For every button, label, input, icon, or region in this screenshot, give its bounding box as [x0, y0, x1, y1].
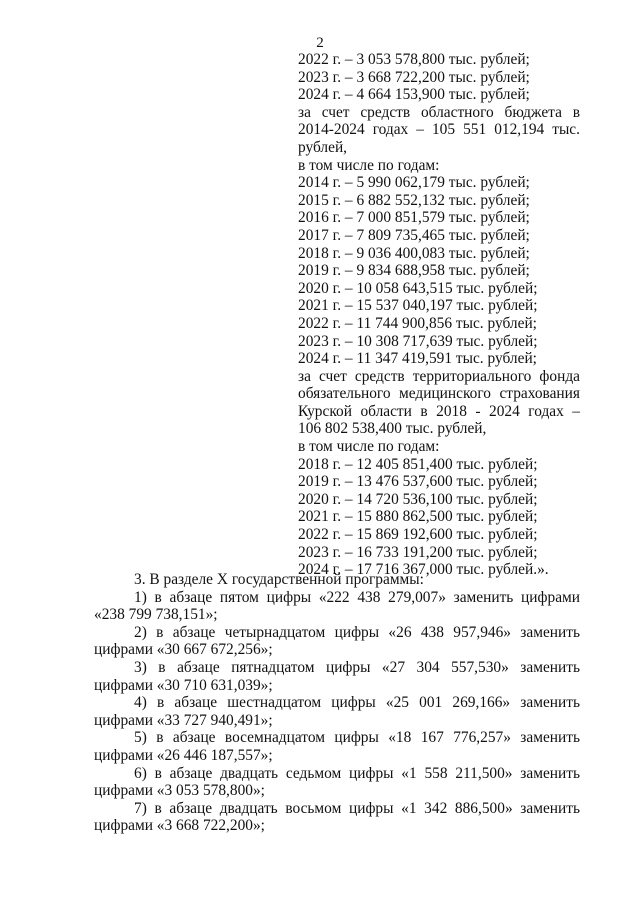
funding-line: 2022 г. – 15 869 192,600 тыс. рублей; — [298, 526, 538, 544]
funding-line: 2016 г. – 7 000 851,579 тыс. рублей; — [298, 209, 530, 227]
funding-breakdown-column — [298, 51, 580, 579]
funding-line: 2014-2024 годах – 105 551 012,194 тыс. — [298, 121, 580, 139]
amendment-text: 7) в абзаце двадцать восьмом цифры «1 342 886,500» заменить — [134, 799, 580, 817]
page-number: 2 — [316, 35, 324, 51]
funding-line: 2023 г. – 10 308 717,639 тыс. рублей; — [298, 332, 538, 350]
funding-line: 106 802 538,400 тыс. рублей, — [298, 420, 487, 438]
amendment-continuation: «238 799 738,151»; — [94, 606, 218, 624]
funding-line: 2021 г. – 15 880 862,500 тыс. рублей; — [298, 508, 538, 526]
funding-line: 2014 г. – 5 990 062,179 тыс. рублей; — [298, 174, 530, 192]
amendment-continuation: цифрами «3 668 722,200»; — [94, 817, 265, 835]
funding-line: 2022 г. – 3 053 578,800 тыс. рублей; — [298, 51, 530, 68]
amendment-item — [94, 729, 580, 764]
funding-line: Курской области в 2018 - 2024 годах – — [298, 402, 580, 420]
amendment-continuation: цифрами «30 710 631,039»; — [94, 676, 273, 694]
funding-line: 2021 г. – 15 537 040,197 тыс. рублей; — [298, 297, 538, 315]
amendment-text: 6) в абзаце двадцать седьмом цифры «1 558 211,500» заменить — [134, 764, 580, 782]
amendment-continuation: цифрами «26 446 187,557»; — [94, 746, 273, 764]
amendment-text: 5) в абзаце восемнадцатом цифры «18 167 776,257» заменить — [134, 729, 580, 747]
amendment-text: 3) в абзаце пятнадцатом цифры «27 304 557,530» заменить — [134, 658, 580, 676]
funding-line: обязательного медицинского страхования — [298, 385, 580, 403]
funding-line: 2019 г. – 13 476 537,600 тыс. рублей; — [298, 473, 538, 491]
amendment-item — [94, 589, 580, 624]
amendment-item — [94, 765, 580, 800]
amendment-list — [94, 589, 580, 835]
funding-line: рублей, — [298, 138, 348, 156]
amendments-section — [94, 571, 580, 835]
funding-line: 2024 г. – 11 347 419,591 тыс. рублей; — [298, 350, 537, 368]
amendment-continuation: цифрами «30 667 672,256»; — [94, 641, 273, 659]
amendment-continuation: цифрами «3 053 578,800»; — [94, 782, 265, 800]
funding-line: в том числе по годам: — [298, 156, 440, 174]
amendment-text: 1) в абзаце пятом цифры «222 438 279,007» заменить цифрами — [134, 588, 580, 606]
funding-line: 2024 г. – 17 716 367,000 тыс. рублей.». — [298, 561, 549, 579]
amendment-item — [94, 800, 580, 835]
amendment-text: 2) в абзаце четырнадцатом цифры «26 438 957,946» заменить — [134, 623, 580, 641]
amendment-item — [94, 624, 580, 659]
funding-line: 2018 г. – 12 405 851,400 тыс. рублей; — [298, 455, 538, 473]
funding-line: 2018 г. – 9 036 400,083 тыс. рублей; — [298, 244, 530, 262]
funding-line: 2017 г. – 7 809 735,465 тыс. рублей; — [298, 226, 530, 244]
funding-line: 2020 г. – 14 720 536,100 тыс. рублей; — [298, 490, 538, 508]
funding-line: 2015 г. – 6 882 552,132 тыс. рублей; — [298, 191, 530, 209]
funding-line: 2019 г. – 9 834 688,958 тыс. рублей; — [298, 262, 530, 280]
amendment-continuation: цифрами «33 727 940,491»; — [94, 711, 273, 729]
funding-line: 2020 г. – 10 058 643,515 тыс. рублей; — [298, 279, 538, 297]
funding-line: в том числе по годам: — [298, 438, 440, 456]
funding-line: за счет средств территориального фонда — [298, 367, 580, 385]
funding-line: 2023 г. – 3 668 722,200 тыс. рублей; — [298, 68, 530, 86]
funding-line: 2023 г. – 16 733 191,200 тыс. рублей; — [298, 543, 538, 561]
amendment-text: 4) в абзаце шестнадцатом цифры «25 001 269,166» заменить — [134, 694, 580, 712]
amendment-item — [94, 694, 580, 729]
funding-line: за счет средств областного бюджета в — [298, 103, 580, 121]
funding-line: 2024 г. – 4 664 153,900 тыс. рублей; — [298, 86, 530, 104]
section-intro: 3. В разделе X государственной программы: — [134, 571, 424, 588]
funding-line: 2022 г. – 11 744 900,856 тыс. рублей; — [298, 314, 537, 332]
amendment-item — [94, 659, 580, 694]
